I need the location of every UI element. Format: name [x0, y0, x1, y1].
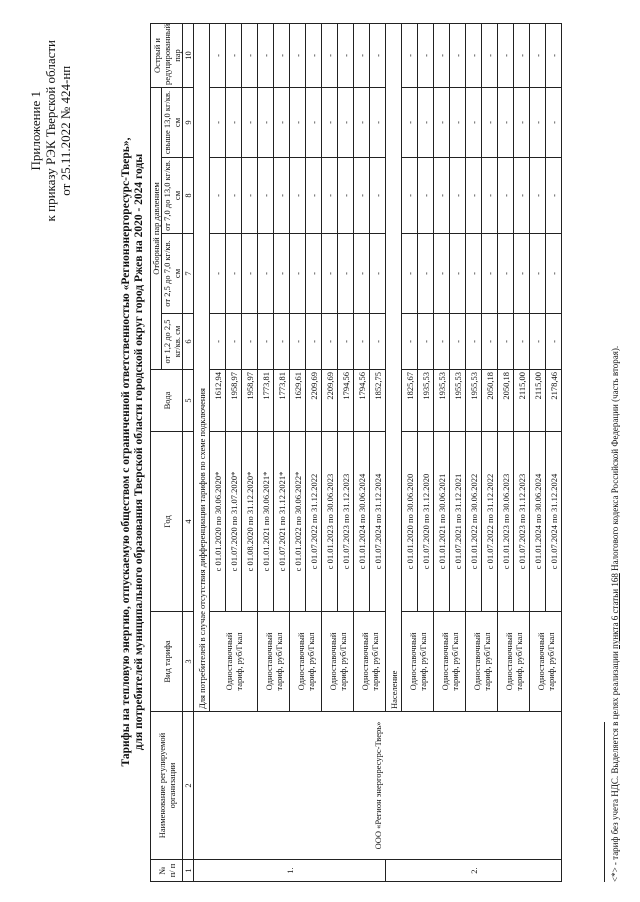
empty-value-cell: -: [242, 87, 258, 157]
empty-value-cell: -: [338, 314, 354, 370]
col-index: 7: [183, 234, 194, 314]
tariff-type-unit: тариф, руб/Гкал: [233, 632, 244, 691]
empty-value-cell: -: [546, 87, 562, 157]
empty-value-cell: -: [354, 23, 370, 87]
col-index: 9: [183, 87, 194, 157]
empty-value-cell: -: [482, 234, 498, 314]
water-tariff-cell: 2115,00: [530, 370, 546, 432]
water-tariff-cell: 1773,81: [258, 370, 274, 432]
tariff-type-unit: тариф, руб/Гкал: [337, 632, 348, 691]
appendix-line-3: от 25.11.2022 № 424-нп: [58, 65, 73, 196]
empty-value-cell: -: [258, 23, 274, 87]
tariff-type-cell: [258, 612, 290, 712]
empty-value-cell: -: [274, 23, 290, 87]
empty-value-cell: -: [498, 23, 514, 87]
empty-value-cell: -: [498, 234, 514, 314]
header-p1: от 1,2 до 2,5 кг/кв. см: [162, 314, 183, 370]
tariff-type-line: Одноставочный: [263, 632, 274, 691]
tariff-type-unit: тариф, руб/Гкал: [305, 632, 316, 691]
tariff-type-unit: тариф, руб/Гкал: [273, 632, 284, 691]
empty-value-cell: -: [498, 158, 514, 234]
period-cell: с 01.07.2022 по 31.12.2022: [482, 432, 498, 612]
empty-value-cell: -: [434, 87, 450, 157]
empty-value-cell: -: [242, 158, 258, 234]
footnote: [610, 346, 621, 882]
period-cell: с 01.07.2020 по 31.07.2020*: [226, 432, 242, 612]
empty-value-cell: -: [258, 314, 274, 370]
tariff-type-cell: [322, 612, 354, 712]
empty-value-cell: -: [290, 87, 306, 157]
footnote-link[interactable]: пункта 6 статьи 168: [610, 573, 620, 649]
empty-value-cell: -: [370, 23, 386, 87]
empty-value-cell: -: [226, 23, 242, 87]
empty-value-cell: -: [322, 234, 338, 314]
section-number: 1.: [194, 860, 386, 882]
period-cell: с 01.01.2020 по 30.06.2020*: [210, 432, 226, 612]
col-index: 2: [183, 712, 194, 860]
header-sharp-steam: Острый и редуцированный пар: [151, 23, 183, 87]
empty-value-cell: -: [290, 234, 306, 314]
empty-value-cell: -: [306, 158, 322, 234]
empty-value-cell: -: [258, 87, 274, 157]
col-index: 6: [183, 314, 194, 370]
empty-value-cell: -: [370, 87, 386, 157]
appendix-line-1: Приложение 1: [28, 90, 43, 171]
tariff-type-line: Одноставочный: [327, 632, 338, 691]
empty-value-cell: -: [434, 23, 450, 87]
tariff-type-cell: [434, 612, 466, 712]
col-index: 5: [183, 370, 194, 432]
empty-value-cell: -: [530, 314, 546, 370]
water-tariff-cell: 1794,56: [338, 370, 354, 432]
empty-value-cell: -: [450, 314, 466, 370]
title-line-1: Тарифы на тепловую энергию, отпускаемую обществом с ограниченной ответственностью «Регионэнергоресурс-Тверь»,: [120, 137, 132, 767]
empty-value-cell: -: [306, 87, 322, 157]
empty-value-cell: -: [514, 314, 530, 370]
section-label: Население: [386, 23, 402, 711]
water-tariff-cell: 1955,53: [450, 370, 466, 432]
tariff-type-cell: [498, 612, 530, 712]
empty-value-cell: -: [338, 23, 354, 87]
empty-value-cell: -: [530, 234, 546, 314]
water-tariff-cell: 2050,18: [498, 370, 514, 432]
water-tariff-cell: 1825,67: [402, 370, 418, 432]
tariff-type-unit: тариф, руб/Гкал: [449, 632, 460, 691]
document-title: [120, 82, 146, 822]
title-line-2: для потребителей муниципального образования Тверской области городской округ город Ржев на 2020 - 2024 годы: [133, 153, 145, 751]
empty-value-cell: -: [290, 158, 306, 234]
tariff-type-line: Одноставочный: [223, 632, 234, 691]
header-water: Вода: [151, 370, 183, 432]
period-cell: с 01.01.2024 по 30.06.2024: [530, 432, 546, 612]
empty-value-cell: -: [482, 23, 498, 87]
empty-value-cell: -: [322, 87, 338, 157]
empty-value-cell: -: [370, 158, 386, 234]
empty-value-cell: -: [530, 87, 546, 157]
empty-value-cell: -: [418, 158, 434, 234]
empty-value-cell: -: [482, 158, 498, 234]
col-index: 10: [183, 23, 194, 87]
tariff-type-cell: [466, 612, 498, 712]
empty-value-cell: -: [514, 234, 530, 314]
tariff-type-line: Одноставочный: [439, 632, 450, 691]
empty-value-cell: -: [466, 158, 482, 234]
period-cell: с 01.07.2023 по 31.12.2023: [338, 432, 354, 612]
empty-value-cell: -: [210, 234, 226, 314]
empty-value-cell: -: [434, 234, 450, 314]
header-type: Вид тарифа: [151, 612, 183, 712]
footnote-rule: [604, 722, 605, 882]
period-cell: с 01.08.2020 по 31.12.2020*: [242, 432, 258, 612]
empty-value-cell: -: [546, 234, 562, 314]
empty-value-cell: -: [258, 158, 274, 234]
empty-value-cell: -: [322, 23, 338, 87]
empty-value-cell: -: [338, 234, 354, 314]
period-cell: с 01.01.2022 по 30.06.2022: [466, 432, 482, 612]
empty-value-cell: -: [402, 158, 418, 234]
empty-value-cell: -: [466, 234, 482, 314]
empty-value-cell: -: [274, 87, 290, 157]
period-cell: с 01.01.2023 по 30.06.2023: [322, 432, 338, 612]
empty-value-cell: -: [226, 314, 242, 370]
tariff-type-line: Одноставочный: [503, 632, 514, 691]
header-p2: от 2,5 до 7,0 кг/кв. см: [162, 234, 183, 314]
period-cell: с 01.07.2024 по 31.12.2024: [370, 432, 386, 612]
empty-value-cell: -: [402, 23, 418, 87]
tariff-type-unit: тариф, руб/Гкал: [513, 632, 524, 691]
empty-value-cell: -: [274, 234, 290, 314]
empty-value-cell: -: [402, 314, 418, 370]
tariff-type-line: Одноставочный: [535, 632, 546, 691]
tariff-type-unit: тариф, руб/Гкал: [545, 632, 556, 691]
empty-value-cell: -: [290, 23, 306, 87]
empty-value-cell: -: [402, 87, 418, 157]
empty-value-cell: -: [370, 234, 386, 314]
empty-value-cell: -: [418, 87, 434, 157]
empty-value-cell: -: [274, 314, 290, 370]
col-index: 4: [183, 432, 194, 612]
water-tariff-cell: 2050,18: [482, 370, 498, 432]
appendix-block: [28, 40, 73, 221]
empty-value-cell: -: [530, 23, 546, 87]
empty-value-cell: -: [466, 23, 482, 87]
empty-value-cell: -: [210, 23, 226, 87]
empty-value-cell: -: [418, 23, 434, 87]
water-tariff-cell: 1935,53: [434, 370, 450, 432]
water-tariff-cell: 2115,00: [514, 370, 530, 432]
empty-value-cell: -: [274, 158, 290, 234]
water-tariff-cell: 1935,53: [418, 370, 434, 432]
empty-value-cell: -: [338, 158, 354, 234]
empty-value-cell: -: [546, 23, 562, 87]
empty-value-cell: -: [338, 87, 354, 157]
empty-value-cell: -: [450, 158, 466, 234]
empty-value-cell: -: [210, 87, 226, 157]
tariff-type-cell: [530, 612, 562, 712]
empty-value-cell: -: [258, 234, 274, 314]
empty-value-cell: -: [306, 234, 322, 314]
empty-value-cell: -: [450, 23, 466, 87]
footnote-prefix: <*> - тариф без учета НДС. Выделяется в целях реализации: [610, 648, 620, 882]
empty-value-cell: -: [482, 87, 498, 157]
water-tariff-cell: 1955,53: [466, 370, 482, 432]
tariff-type-cell: [290, 612, 322, 712]
empty-value-cell: -: [354, 158, 370, 234]
empty-value-cell: -: [226, 87, 242, 157]
empty-value-cell: -: [546, 158, 562, 234]
col-index: 3: [183, 612, 194, 712]
tariff-type-cell: [354, 612, 386, 712]
empty-value-cell: -: [210, 314, 226, 370]
empty-value-cell: -: [322, 314, 338, 370]
empty-value-cell: -: [434, 314, 450, 370]
tariff-table: [150, 23, 562, 882]
empty-value-cell: -: [306, 314, 322, 370]
organization-name: ООО «Регион энергоресурс-Тверь»: [194, 712, 562, 860]
empty-value-cell: -: [514, 158, 530, 234]
empty-value-cell: -: [322, 158, 338, 234]
empty-value-cell: -: [466, 314, 482, 370]
empty-value-cell: -: [514, 23, 530, 87]
water-tariff-cell: 1612,94: [210, 370, 226, 432]
col-index: 1: [183, 860, 194, 882]
tariff-type-cell: [210, 612, 258, 712]
empty-value-cell: -: [242, 234, 258, 314]
empty-value-cell: -: [418, 314, 434, 370]
header-p4: свыше 13,0 кг/кв. см: [162, 87, 183, 157]
empty-value-cell: -: [354, 234, 370, 314]
header-year: Год: [151, 432, 183, 612]
empty-value-cell: -: [418, 234, 434, 314]
section-row: [194, 23, 210, 881]
period-cell: с 01.07.2023 по 31.12.2023: [514, 432, 530, 612]
water-tariff-cell: 1958,97: [242, 370, 258, 432]
empty-value-cell: -: [370, 314, 386, 370]
period-cell: с 01.07.2024 по 31.12.2024: [546, 432, 562, 612]
water-tariff-cell: 2209,69: [322, 370, 338, 432]
empty-value-cell: -: [210, 158, 226, 234]
water-tariff-cell: 1958,97: [226, 370, 242, 432]
tariff-type-unit: тариф, руб/Гкал: [481, 632, 492, 691]
empty-value-cell: -: [242, 314, 258, 370]
tariff-type-unit: тариф, руб/Гкал: [369, 632, 380, 691]
period-cell: с 01.07.2021 по 31.12.2021: [450, 432, 466, 612]
empty-value-cell: -: [482, 314, 498, 370]
tariff-type-line: Одноставочный: [407, 632, 418, 691]
period-cell: с 01.01.2024 по 30.06.2024: [354, 432, 370, 612]
header-org: Наименование регулируемой организации: [151, 712, 183, 860]
tariff-type-unit: тариф, руб/Гкал: [417, 632, 428, 691]
empty-value-cell: -: [402, 234, 418, 314]
col-index: 8: [183, 158, 194, 234]
empty-value-cell: -: [354, 314, 370, 370]
section-number: 2.: [386, 860, 562, 882]
period-cell: с 01.07.2021 по 31.12.2021*: [274, 432, 290, 612]
empty-value-cell: -: [514, 87, 530, 157]
water-tariff-cell: 1629,61: [290, 370, 306, 432]
empty-value-cell: -: [498, 314, 514, 370]
header-steam-group: Отборный пар давлением: [151, 87, 162, 369]
empty-value-cell: -: [434, 158, 450, 234]
header-num: № п/ п: [151, 860, 183, 882]
empty-value-cell: -: [498, 87, 514, 157]
period-cell: с 01.01.2020 по 30.06.2020: [402, 432, 418, 612]
empty-value-cell: -: [530, 158, 546, 234]
empty-value-cell: -: [546, 314, 562, 370]
tariff-type-cell: [402, 612, 434, 712]
empty-value-cell: -: [226, 158, 242, 234]
empty-value-cell: -: [290, 314, 306, 370]
period-cell: с 01.01.2021 по 30.06.2021: [434, 432, 450, 612]
period-cell: с 01.07.2022 по 31.12.2022: [306, 432, 322, 612]
water-tariff-cell: 1852,75: [370, 370, 386, 432]
empty-value-cell: -: [450, 87, 466, 157]
tariff-type-line: Одноставочный: [471, 632, 482, 691]
empty-value-cell: -: [242, 23, 258, 87]
empty-value-cell: -: [354, 87, 370, 157]
empty-value-cell: -: [226, 234, 242, 314]
period-cell: с 01.01.2023 по 30.06.2023: [498, 432, 514, 612]
tariff-type-line: Одноставочный: [295, 632, 306, 691]
water-tariff-cell: 1773,81: [274, 370, 290, 432]
water-tariff-cell: 1794,56: [354, 370, 370, 432]
tariff-body: [194, 23, 562, 881]
period-cell: с 01.07.2020 по 31.12.2020: [418, 432, 434, 612]
empty-value-cell: -: [306, 23, 322, 87]
section-label: Для потребителей в случае отсутствия дифференциации тарифов по схеме подключения: [194, 23, 210, 711]
tariff-type-line: Одноставочный: [359, 632, 370, 691]
empty-value-cell: -: [466, 87, 482, 157]
period-cell: с 01.01.2022 по 30.06.2022*: [290, 432, 306, 612]
footnote-suffix: Налогового кодекса Российской Федерации (часть вторая).: [610, 345, 620, 574]
appendix-line-2: к приказу РЭК Тверской области: [43, 40, 58, 222]
water-tariff-cell: 2178,46: [546, 370, 562, 432]
empty-value-cell: -: [450, 234, 466, 314]
header-p3: от 7,0 до 13,0 кг/кв. см: [162, 158, 183, 234]
water-tariff-cell: 2209,69: [306, 370, 322, 432]
period-cell: с 01.01.2021 по 30.06.2021*: [258, 432, 274, 612]
